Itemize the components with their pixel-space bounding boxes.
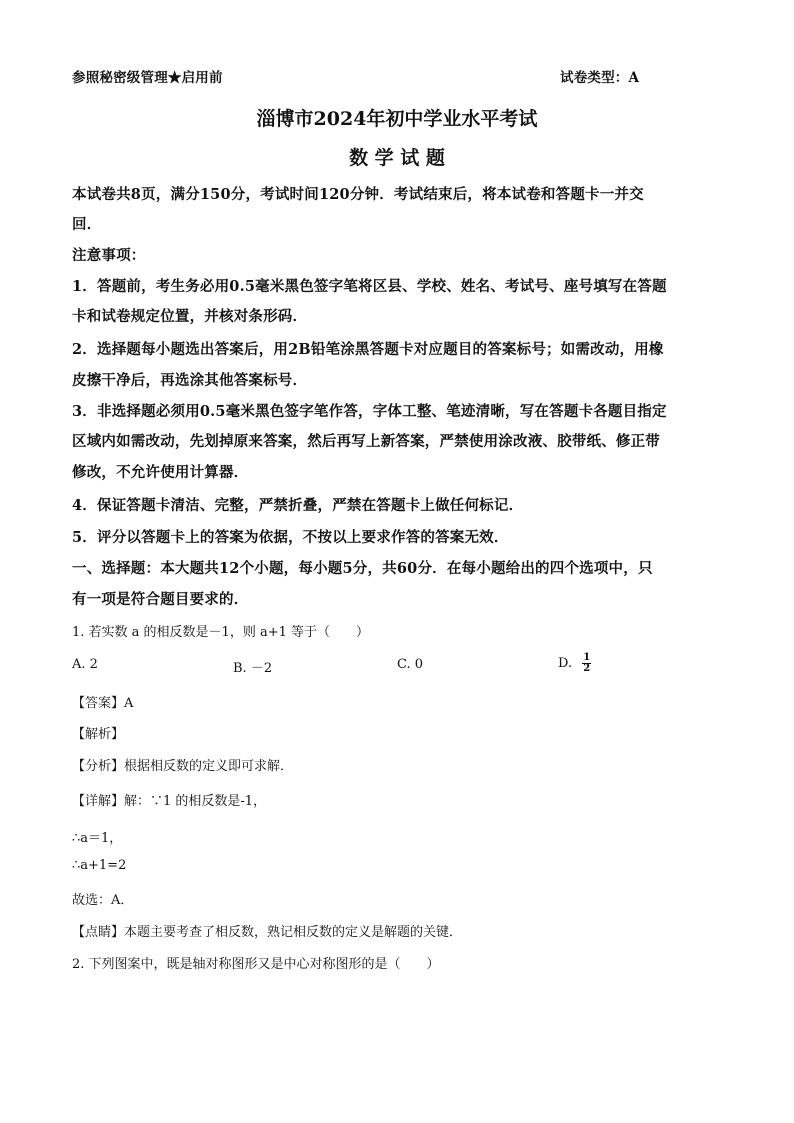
note-line: 区域内如需改动，先划掉原来答案，然后再写上新答案，严禁使用涂改液、胶带纸、修正带 bbox=[72, 433, 660, 450]
question-1-stem: 1. 若实数 a 的相反数是－1，则 a+1 等于（ ） bbox=[72, 625, 370, 640]
q1-step-1: ∴a＝1， bbox=[72, 831, 123, 846]
note-line: 5．评分以答题卡上的答案为依据，不按以上要求作答的答案无效． bbox=[72, 529, 509, 546]
confidential-label: 参照秘密级管理★启用前 bbox=[72, 70, 223, 86]
note-line: 修改，不允许使用计算器． bbox=[72, 464, 249, 481]
notes-heading: 注意事项： bbox=[72, 247, 146, 264]
intro-line-1: 本试卷共8页，满分150分，考试时间120分钟．考试结束后，将本试卷和答题卡一并交 bbox=[72, 186, 644, 203]
q1-option-d-label: D. bbox=[558, 656, 573, 671]
q1-answer: 【答案】A bbox=[72, 696, 134, 711]
q1-analysis: 【分析】根据相反数的定义即可求解． bbox=[72, 759, 294, 774]
subject-title: 数 学 试 题 bbox=[349, 147, 445, 169]
exam-title: 淄博市2024年初中学业水平考试 bbox=[256, 108, 538, 130]
fraction-numerator: 1 bbox=[583, 652, 591, 663]
q1-option-c: C. 0 bbox=[397, 657, 424, 672]
fraction-one-half bbox=[582, 653, 591, 674]
note-line: 1．答题前，考生务必用0.5毫米黑色签字笔将区县、学校、姓名、考试号、座号填写在答题 bbox=[72, 278, 667, 295]
note-line: 3．非选择题必须用0.5毫米黑色签字笔作答，字体工整、笔迹清晰，写在答题卡各题目指定 bbox=[72, 403, 667, 420]
fraction-denominator: 2 bbox=[583, 663, 591, 674]
q1-option-d bbox=[558, 653, 591, 674]
note-line: 4．保证答题卡清洁、完整，严禁折叠，严禁在答题卡上做任何标记． bbox=[72, 497, 524, 514]
note-line: 卡和试卷规定位置，并核对条形码． bbox=[72, 308, 308, 325]
q1-detail: 【详解】解：∵1 的相反数是-1， bbox=[72, 794, 267, 809]
section-1-line-2: 有一项是符合题目要求的． bbox=[72, 591, 249, 608]
q1-comment: 【点睛】本题主要考查了相反数，熟记相反数的定义是解题的关键． bbox=[72, 925, 463, 940]
note-line: 2．选择题每小题选出答案后，用2B铅笔涂黑答题卡对应题目的答案标号；如需改动，用橡 bbox=[72, 341, 664, 358]
q1-analysis-heading: 【解析】 bbox=[72, 727, 125, 742]
intro-line-2: 回． bbox=[72, 216, 102, 233]
question-2-stem: 2. 下列图案中，既是轴对称图形又是中心对称图形的是（ ） bbox=[72, 957, 440, 972]
q1-option-a: A. 2 bbox=[72, 657, 98, 672]
q1-choice: 故选：A． bbox=[72, 893, 134, 908]
note-line: 皮擦干净后，再选涂其他答案标号． bbox=[72, 372, 308, 389]
paper-type-label: 试卷类型：A bbox=[560, 70, 640, 86]
q1-option-b: B. －2 bbox=[233, 661, 273, 676]
section-1-line-1: 一、选择题：本大题共12个小题，每小题5分，共60分．在每小题给出的四个选项中，只 bbox=[72, 560, 653, 577]
q1-step-2: ∴a+1=2 bbox=[72, 858, 127, 873]
